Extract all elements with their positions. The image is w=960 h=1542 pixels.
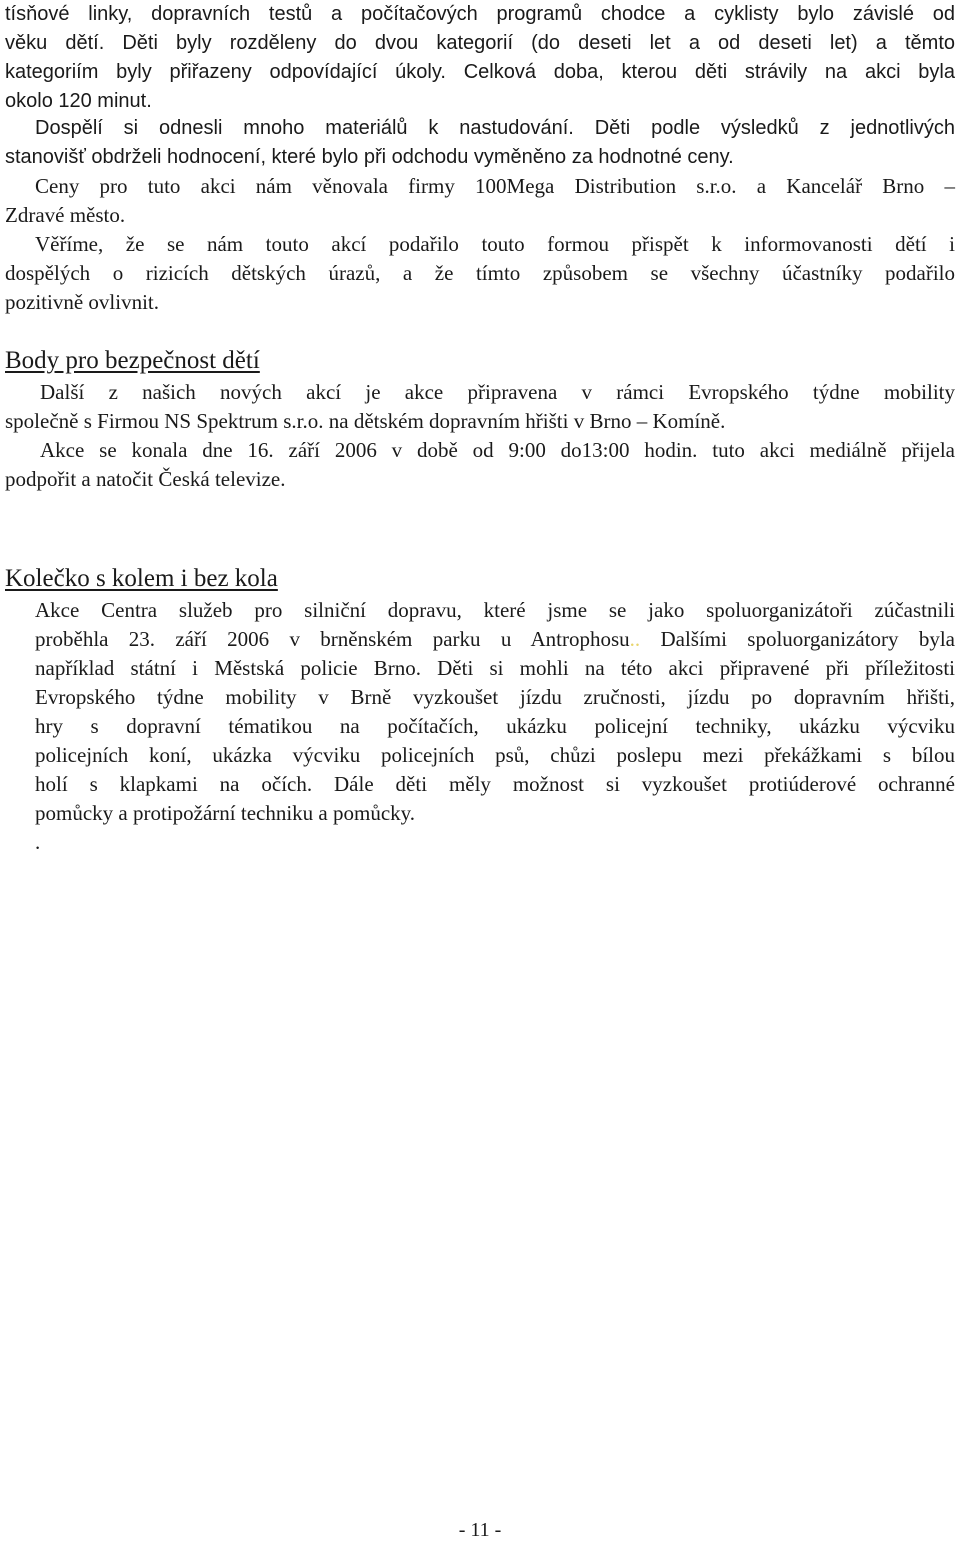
- paragraph-prizes: [5, 172, 955, 230]
- text-line: Akce se konala dne 16. září 2006 v době od 9:00 do13:00 hodin. tuto akci mediálně přijela: [40, 438, 955, 462]
- paragraph-conclusion: [5, 230, 955, 317]
- text-line: například státní i Městská policie Brno. Děti si mohli na této akci připravené při příležitosti: [35, 656, 955, 680]
- text-line: okolo 120 minut.: [5, 90, 152, 112]
- text-line: policejních koní, ukázka výcviku policejních psů, chůzi poslepu mezi překážkami s bílou: [35, 743, 955, 767]
- text-line: tísňové linky, dopravních testů a počítačových programů chodce a cyklisty bylo závislé od: [5, 3, 955, 25]
- text-line: stanovišť obdrželi hodnocení, které bylo při odchodu vyměněno za hodnotné ceny.: [5, 146, 734, 168]
- text-line: pozitivně ovlivnit.: [5, 290, 159, 314]
- highlighted-dots: ..: [629, 627, 641, 651]
- paragraph-event-date: [5, 436, 955, 494]
- text-line: Zdravé město.: [5, 203, 126, 227]
- text-line: hry s dopravní tématikou na počítačích, ukázku policejní techniky, ukázku výcviku: [35, 714, 955, 738]
- text-line: kategoriím byly přiřazeny odpovídající úkoly. Celková doba, kterou děti strávily na akci byla: [5, 61, 955, 83]
- text-line: Věříme, že se nám touto akcí podařilo touto formou přispět k informovanosti dětí i: [35, 232, 955, 256]
- trailing-dot: .: [35, 830, 41, 854]
- page-number: - 11 -: [458, 1519, 502, 1541]
- text-line: Další z našich nových akcí je akce připravena v rámci Evropského týdne mobility: [40, 380, 955, 404]
- text-line: Evropského týdne mobility v Brně vyzkoušet jízdu zručnosti, jízdu po dopravním hřišti,: [35, 685, 955, 709]
- text-line: Dospělí si odnesli mnoho materiálů k nastudování. Děti podle výsledků z jednotlivých: [35, 117, 955, 139]
- text-line: Ceny pro tuto akci nám věnovala firmy 100Mega Distribution s.r.o. a Kancelář Brno –: [35, 174, 955, 198]
- text-line: podpořit a natočit Česká televize.: [5, 467, 286, 491]
- text-line: věku dětí. Děti byly rozděleny do dvou kategorií (do deseti let a od deseti let) a těmto: [5, 32, 955, 54]
- paragraph-kolecko-event: [35, 596, 955, 857]
- paragraph-intro: [5, 0, 955, 116]
- text-line: pomůcky a protipožární techniku a pomůcky.: [35, 801, 416, 825]
- text-fragment: Dalšími spoluorganizátory byla: [640, 627, 955, 651]
- text-line: dospělých o rizicích dětských úrazů, a že tímto způsobem se všechny účastníky podařilo: [5, 261, 955, 285]
- text-line: Akce Centra služeb pro silniční dopravu, které jsme se jako spoluorganizátoři zúčastnili: [35, 598, 955, 622]
- text-line: [35, 625, 955, 654]
- text-fragment: proběhla 23. září 2006 v brněnském parku u Antrophosu: [35, 627, 630, 651]
- text-line: společně s Firmou NS Spektrum s.r.o. na dětském dopravním hřišti v Brno – Komíně.: [5, 409, 726, 433]
- paragraph-mobility-week: [5, 378, 955, 436]
- section-heading-body-pro-bezpecnost: Body pro bezpečnost dětí: [5, 347, 260, 374]
- section-heading-kolecko: Kolečko s kolem i bez kola: [5, 565, 278, 592]
- paragraph-adults: [5, 114, 955, 172]
- text-line: holí s klapkami na očích. Dále děti měly možnost si vyzkoušet protiúderové ochranné: [35, 772, 955, 796]
